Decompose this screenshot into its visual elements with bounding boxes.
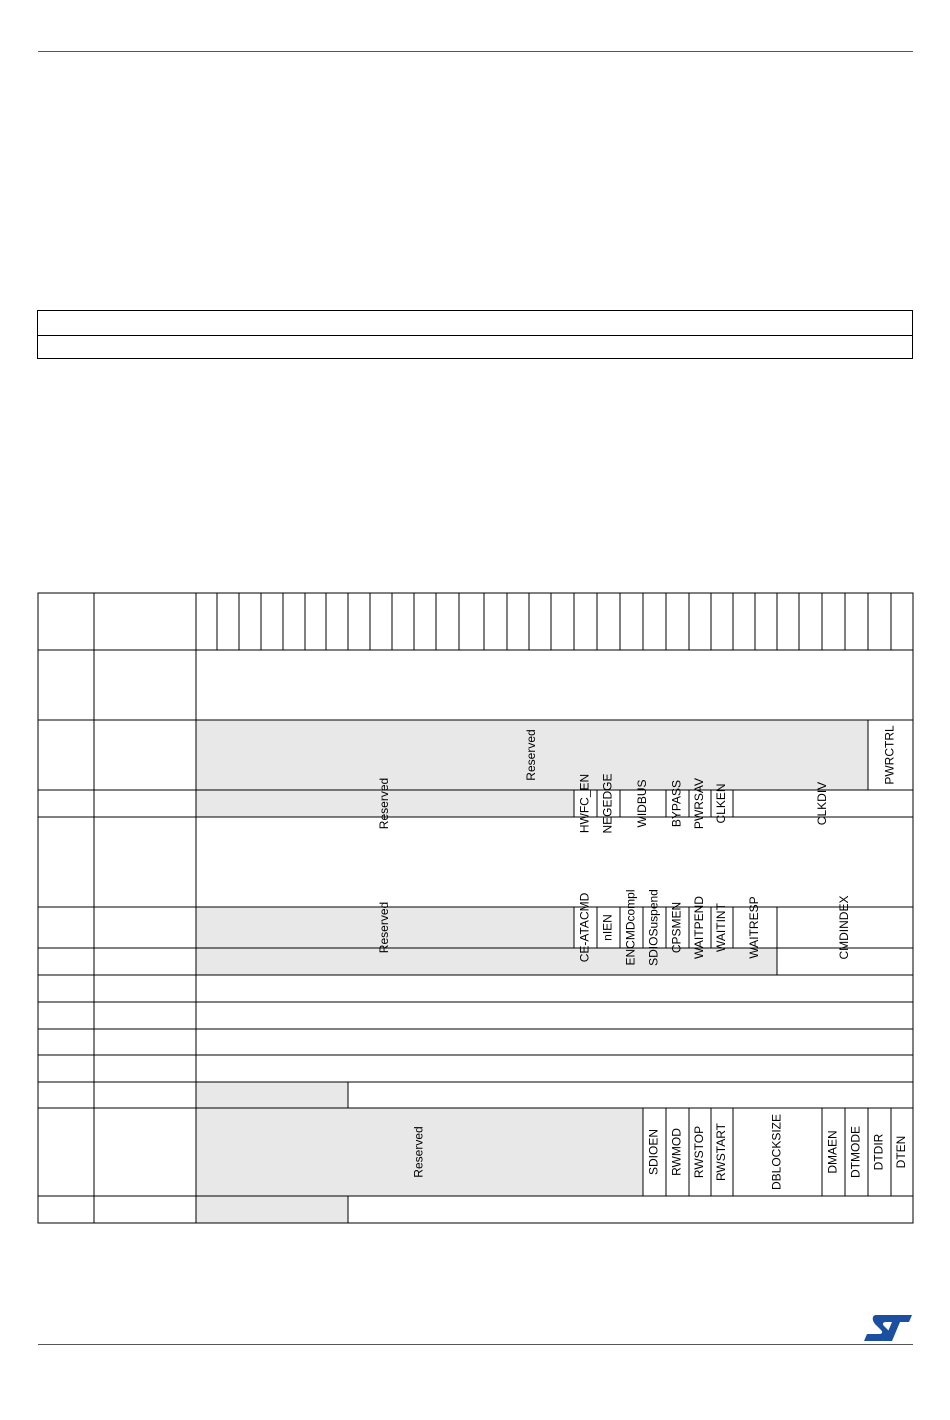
field-label: DTMODE [848,1126,863,1178]
field-label: NEGEDGE [600,773,615,834]
reserved-label: Reserved [377,901,392,954]
field-label: CLKDIV [815,781,830,826]
field-label: DBLOCKSIZE [769,1113,784,1191]
field-label: WAITRESP [747,896,762,959]
field-label: BYPASS [669,779,684,828]
field-label: CPSMEN [669,901,684,954]
field-label: nIEN [600,914,615,941]
footer-rule [38,1344,913,1345]
reserved-label: Reserved [411,1126,426,1178]
field-label: CLKEN [714,783,729,824]
field-label: RWSTOP [692,1125,707,1179]
field-label: HWFC_EN [577,773,592,834]
field-label: SDIOSuspend [646,889,661,966]
field-label: DTEN [894,1135,909,1169]
field-label: PWRCTRL [882,725,897,785]
field-label: DTDIR [871,1133,886,1171]
field-label: CMDINDEX [837,895,852,960]
field-label: RWSTART [714,1122,729,1182]
field-label: ENCMDcompl [623,889,638,966]
reserved-label: Reserved [524,729,539,781]
field-label: SDIOEN [646,1128,661,1176]
field-label: PWRSAV [692,777,707,830]
field-label: DMAEN [825,1130,840,1174]
st-logo-icon [862,1313,914,1343]
field-label: WAITINT [714,903,729,952]
field-label: CE-ATACMD [577,892,592,963]
field-label: WIDBUS [635,779,650,828]
field-label: WAITPEND [692,896,707,959]
field-label: RWMOD [669,1128,684,1176]
reserved-cell [196,948,777,975]
reserved-cell [196,1082,348,1108]
reserved-label: Reserved [377,777,392,830]
reserved-cell [196,1196,348,1223]
